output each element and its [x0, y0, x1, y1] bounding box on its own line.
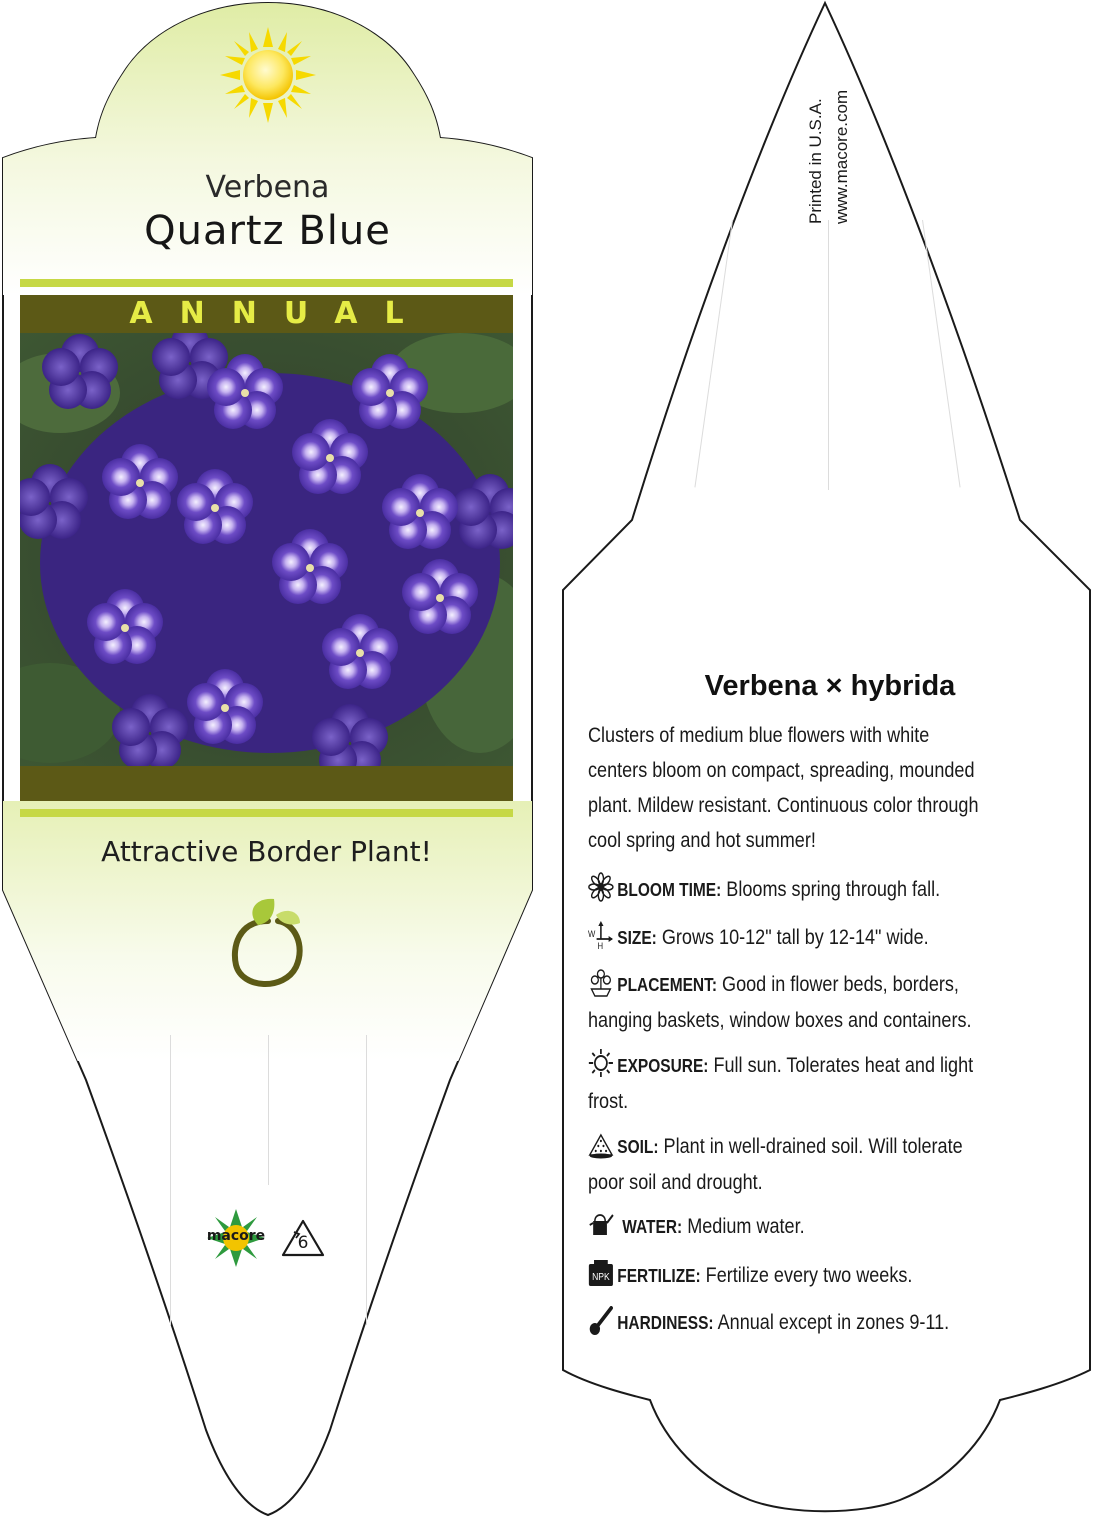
care-label: PLACEMENT: [617, 975, 717, 995]
genus-name: Verbena [205, 170, 330, 205]
svg-text:NPK: NPK [592, 1271, 610, 1283]
description-line: Clusters of medium blue flowers with white [588, 724, 930, 747]
care-fertilize [588, 1258, 1068, 1294]
printed-in-usa: Printed in U.S.A. [806, 98, 825, 224]
sun-exposure-icon [588, 1048, 614, 1078]
care-soil [588, 1129, 1068, 1200]
full-sun-icon [218, 25, 318, 125]
svg-text:W: W [588, 928, 596, 940]
care-text: Full sun. Tolerates heat and light [713, 1054, 974, 1077]
description [588, 718, 1068, 858]
bloom-icon [588, 872, 614, 902]
care-text: Plant in well-drained soil. Will tolerate [663, 1135, 963, 1158]
brand-name: macore [206, 1228, 266, 1244]
care-label: SIZE: [617, 928, 657, 948]
watering-can-icon [588, 1209, 614, 1239]
size-icon [588, 920, 614, 950]
care-label: HARDINESS: [617, 1313, 714, 1333]
care-hardiness [588, 1305, 1068, 1341]
plant-photo [20, 333, 513, 766]
care-text: Annual except in zones 9-11. [717, 1311, 950, 1334]
care-exposure [588, 1048, 1068, 1119]
care-text: hanging baskets, window boxes and containers. [588, 1009, 972, 1032]
placement-icon [588, 967, 614, 997]
care-text: Blooms spring through fall. [726, 878, 941, 901]
care-placement [588, 967, 1068, 1038]
description-line: cool spring and hot summer! [588, 829, 816, 852]
care-label: FERTILIZE: [617, 1266, 701, 1286]
care-water [588, 1209, 1068, 1245]
care-label: EXPOSURE: [617, 1056, 709, 1076]
svg-text:H: H [597, 940, 604, 950]
care-label: SOIL: [617, 1137, 659, 1157]
score-line [366, 1035, 367, 1325]
care-bloom-time [588, 872, 1068, 908]
care-label: WATER: [622, 1217, 683, 1237]
care-size [588, 920, 1068, 956]
description-line: plant. Mildew resistant. Continuous color through [588, 794, 979, 817]
soil-icon [588, 1129, 614, 1159]
website: www.macore.com [832, 89, 851, 224]
care-text: poor soil and drought. [588, 1171, 763, 1194]
care-text: Fertilize every two weeks. [705, 1264, 913, 1287]
care-text: Grows 10-12" tall by 12-14" wide. [661, 926, 929, 949]
score-line [828, 220, 829, 490]
score-line [170, 1035, 171, 1325]
divider-stripe [20, 809, 513, 817]
botanical-name: Verbena × hybrida [704, 670, 956, 702]
score-line [268, 1035, 269, 1185]
recycle-code: 6 [297, 1233, 309, 1253]
care-text: Good in flower beds, borders, [722, 973, 959, 996]
category-band: ANNUAL [20, 295, 513, 333]
thermometer-icon [588, 1305, 614, 1335]
photo-bottom-band [20, 766, 513, 801]
npk-icon [588, 1258, 614, 1288]
tagline: Attractive Border Plant! [101, 835, 432, 868]
description-line: centers bloom on compact, spreading, mounded [588, 759, 975, 782]
variety-name: Quartz Blue [144, 208, 391, 254]
care-text: frost. [588, 1090, 629, 1113]
divider-stripe [20, 279, 513, 287]
seedling-logo-icon [228, 893, 308, 993]
care-label: BLOOM TIME: [617, 880, 722, 900]
care-text: Medium water. [687, 1215, 805, 1238]
